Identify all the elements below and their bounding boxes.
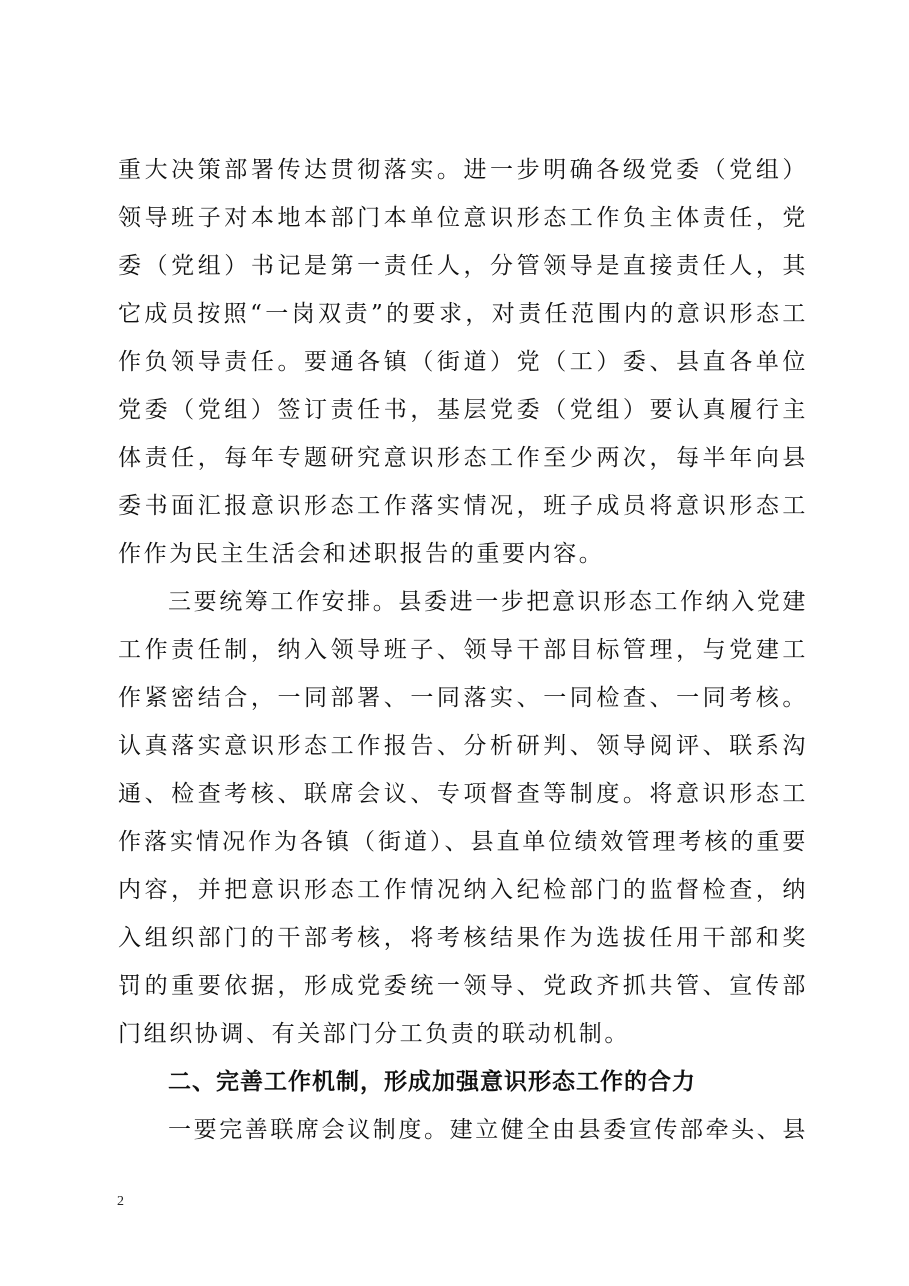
paragraph-joint-meeting: 一要完善联席会议制度。建立健全由县委宣传部牵头、县: [168, 1117, 808, 1143]
paragraph-continuation: 重大决策部署传达贯彻落实。进一步明确各级党委（党组）领导班子对本地本部门本单位意识形态工作负主体责任，党委（党组）书记是第一责任人，分管领导是直接责任人，其它成员按照“一岗双责”的要求，对责任范围内的意识形态工作负领导责任。要通各镇（街道）党（工）委、县直各单位党委（党组）签订责任书，基层党委（党组）要认真履行主体责任，每年专题研究意识形态工作至少两次，每半年向县委书面汇报意识形态工作落实情况，班子成员将意识形态工作作为民主生活会和述职报告的重要内容。: [118, 157, 808, 567]
paragraph-coordinate-work: 三要统筹工作安排。县委进一步把意识形态工作纳入党建工作责任制，纳入领导班子、领导干部目标管理，与党建工作紧密结合，一同部署、一同落实、一同检查、一同考核。认真落实意识形态工作报告、分析研判、领导阅评、联系沟通、检查考核、联席会议、专项督查等制度。将意识形态工作落实情况作为各镇（街道）、县直单位绩效管理考核的重要内容，并把意识形态工作情况纳入纪检部门的监督检查，纳入组织部门的干部考核，将考核结果作为选拔任用干部和奖罚的重要依据，形成党委统一领导、党政齐抓共管、宣传部门组织协调、有关部门分工负责的联动机制。: [118, 589, 808, 1047]
section-heading: 二、完善工作机制，形成加强意识形态工作的合力: [168, 1069, 696, 1095]
body-text: [118, 146, 808, 1154]
page-number: 2: [117, 1194, 124, 1209]
